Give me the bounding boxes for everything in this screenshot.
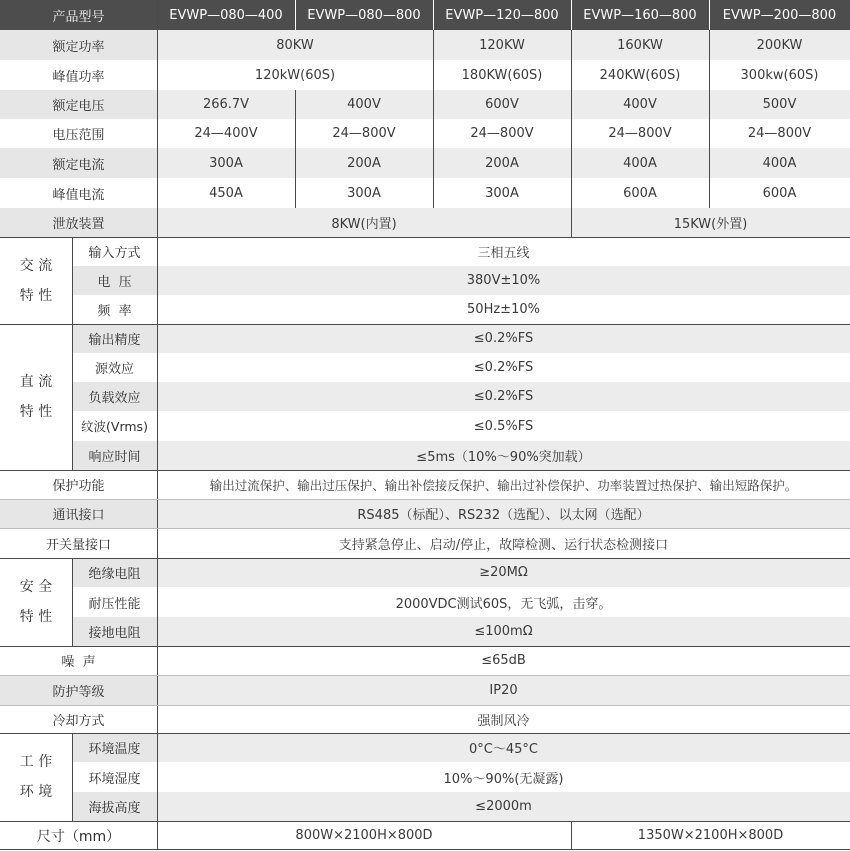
section-line-switch [0,558,850,559]
header-model-1: EVWP—080—400 [157,0,295,30]
value-ip: IP20 [157,675,850,705]
divider-model-3-body [433,30,434,208]
row-label-dc-ripple: 纹波(Vrms) [72,411,157,441]
divider-model-2-body [295,90,296,208]
row-label-humidity: 环境湿度 [72,762,157,792]
value-rated-power-120: 120KW [433,30,571,60]
value-temperature: 0°C～45°C [157,733,850,762]
value-discharge-right: 15KW(外置) [571,208,850,237]
value-withstand: 2000VDC测试60S，无飞弧，击穿。 [157,587,850,617]
row-label-noise: 噪 声 [0,646,157,675]
row-label-cooling: 冷却方式 [0,705,157,733]
value-size-right: 1350W×2100H×800D [571,821,850,850]
row-label-ground: 接地电阻 [72,617,157,646]
value-ac-input: 三相五线 [157,237,850,266]
row-label-peak-power: 峰值功率 [0,60,157,90]
row-label-voltage-range: 电压范围 [0,119,157,148]
value-rated-voltage-2: 400V [295,90,433,119]
group-dc [0,324,72,470]
divider-group-dc [72,324,73,470]
value-dc-load-effect: ≤0.2%FS [157,382,850,411]
header-model-5: EVWP—200—800 [709,0,850,30]
row-label-rated-current: 额定电流 [0,148,157,178]
value-peak-current-3: 300A [433,178,571,208]
value-ac-frequency: 50Hz±10% [157,295,850,324]
divider-model-3 [433,0,434,30]
value-peak-power-160: 240KW(60S) [571,60,709,90]
value-noise: ≤65dB [157,646,850,675]
divider-model-4-body [571,30,572,237]
value-rated-current-1: 300A [157,148,295,178]
section-line-cooling [0,733,850,734]
group-ac-line2: 特 性 [19,287,53,304]
row-label-peak-current: 峰值电流 [0,178,157,208]
divider-model-5 [709,0,710,30]
row-label-ac-voltage: 电 压 [72,266,157,295]
value-voltage-range-4: 24—800V [571,119,709,148]
group-ac-line1: 交 流 [19,257,53,274]
group-safety [0,558,72,646]
value-discharge-left: 8KW(内置) [157,208,571,237]
section-line-ac [0,324,850,325]
value-peak-current-4: 600A [571,178,709,208]
group-safety-line2: 特 性 [19,609,53,625]
value-ground: ≤100mΩ [157,617,850,646]
value-rated-voltage-4: 400V [571,90,709,119]
value-rated-power-200: 200KW [709,30,850,60]
value-rated-current-4: 400A [571,148,709,178]
row-label-ac-frequency: 频 率 [72,295,157,324]
value-size-left: 800W×2100H×800D [157,821,571,850]
value-voltage-range-5: 24—800V [709,119,850,148]
group-env-line1: 工 作 [19,754,53,770]
value-dc-ripple: ≤0.5%FS [157,411,850,441]
value-voltage-range-1: 24—400V [157,119,295,148]
divider-group-safety [72,558,73,646]
group-env [0,733,72,821]
row-label-rated-voltage: 额定电压 [0,90,157,119]
divider-group-ac [72,237,73,324]
value-peak-current-2: 300A [295,178,433,208]
value-rated-voltage-3: 600V [433,90,571,119]
group-dc-line1: 直 流 [19,374,53,390]
value-insulation: ≥20MΩ [157,558,850,587]
section-line-env [0,821,850,822]
row-label-dc-response: 响应时间 [72,441,157,470]
group-safety-line1: 安 全 [19,579,53,595]
row-label-altitude: 海拔高度 [72,792,157,821]
section-line-top-models [0,237,850,238]
value-ac-voltage: 380V±10% [157,266,850,295]
value-peak-power-120: 180KW(60S) [433,60,571,90]
divider-size [571,821,572,850]
row-label-switch-io: 开关量接口 [0,528,157,558]
divider-group-env [72,733,73,821]
row-line-protection [0,499,850,500]
row-label-ac-input: 输入方式 [72,237,157,266]
value-peak-current-5: 600A [709,178,850,208]
section-line-safety [0,646,850,647]
row-label-ip: 防护等级 [0,675,157,705]
value-voltage-range-3: 24—800V [433,119,571,148]
value-dc-response: ≤5ms（10%～90%突加载） [157,441,850,470]
row-label-rated-power: 额定功率 [0,30,157,60]
group-ac [0,237,72,324]
value-peak-power-80: 120kW(60S) [157,60,433,90]
row-line-ip [0,705,850,706]
row-label-withstand: 耐压性能 [72,587,157,617]
divider-model-5-body [709,30,710,208]
value-rated-voltage-5: 500V [709,90,850,119]
header-label: 产品型号 [0,0,157,30]
group-env-line2: 环 境 [19,784,53,800]
value-peak-power-200: 300kw(60S) [709,60,850,90]
value-protection: 输出过流保护、输出过压保护、输出补偿接反保护、输出过补偿保护、功率装置过热保护、输出短路保护。 [157,470,850,499]
row-label-size: 尺寸（mm） [0,821,157,850]
row-label-dc-accuracy: 输出精度 [72,324,157,353]
value-rated-power-80: 80KW [157,30,433,60]
row-label-dc-load-effect: 负载效应 [72,382,157,411]
row-label-discharge: 泄放装置 [0,208,157,237]
row-label-dc-source-effect: 源效应 [72,353,157,382]
value-humidity: 10%～90%(无凝露) [157,762,850,792]
row-label-protection: 保护功能 [0,470,157,499]
header-model-4: EVWP—160—800 [571,0,709,30]
value-voltage-range-2: 24—800V [295,119,433,148]
value-cooling: 强制风冷 [157,705,850,733]
row-line-noise [0,675,850,676]
value-dc-source-effect: ≤0.2%FS [157,353,850,382]
table-bottom-line [0,849,850,850]
divider-model-2 [295,0,296,30]
row-label-insulation: 绝缘电阻 [72,558,157,587]
divider-label-column [157,0,158,850]
value-rated-current-3: 200A [433,148,571,178]
divider-model-4 [571,0,572,30]
group-dc-line2: 特 性 [19,404,53,420]
value-rated-voltage-1: 266.7V [157,90,295,119]
value-altitude: ≤2000m [157,792,850,821]
row-label-comm: 通讯接口 [0,499,157,528]
value-peak-current-1: 450A [157,178,295,208]
value-rated-current-5: 400A [709,148,850,178]
header-model-2: EVWP—080—800 [295,0,433,30]
section-line-dc [0,470,850,471]
header-model-3: EVWP—120—800 [433,0,571,30]
row-line-comm [0,528,850,529]
value-rated-power-160: 160KW [571,30,709,60]
value-comm: RS485（标配）、RS232（选配）、以太网（选配） [157,499,850,528]
row-label-temperature: 环境温度 [72,733,157,762]
value-dc-accuracy: ≤0.2%FS [157,324,850,353]
value-rated-current-2: 200A [295,148,433,178]
value-switch-io: 支持紧急停止、启动/停止，故障检测、运行状态检测接口 [157,528,850,558]
